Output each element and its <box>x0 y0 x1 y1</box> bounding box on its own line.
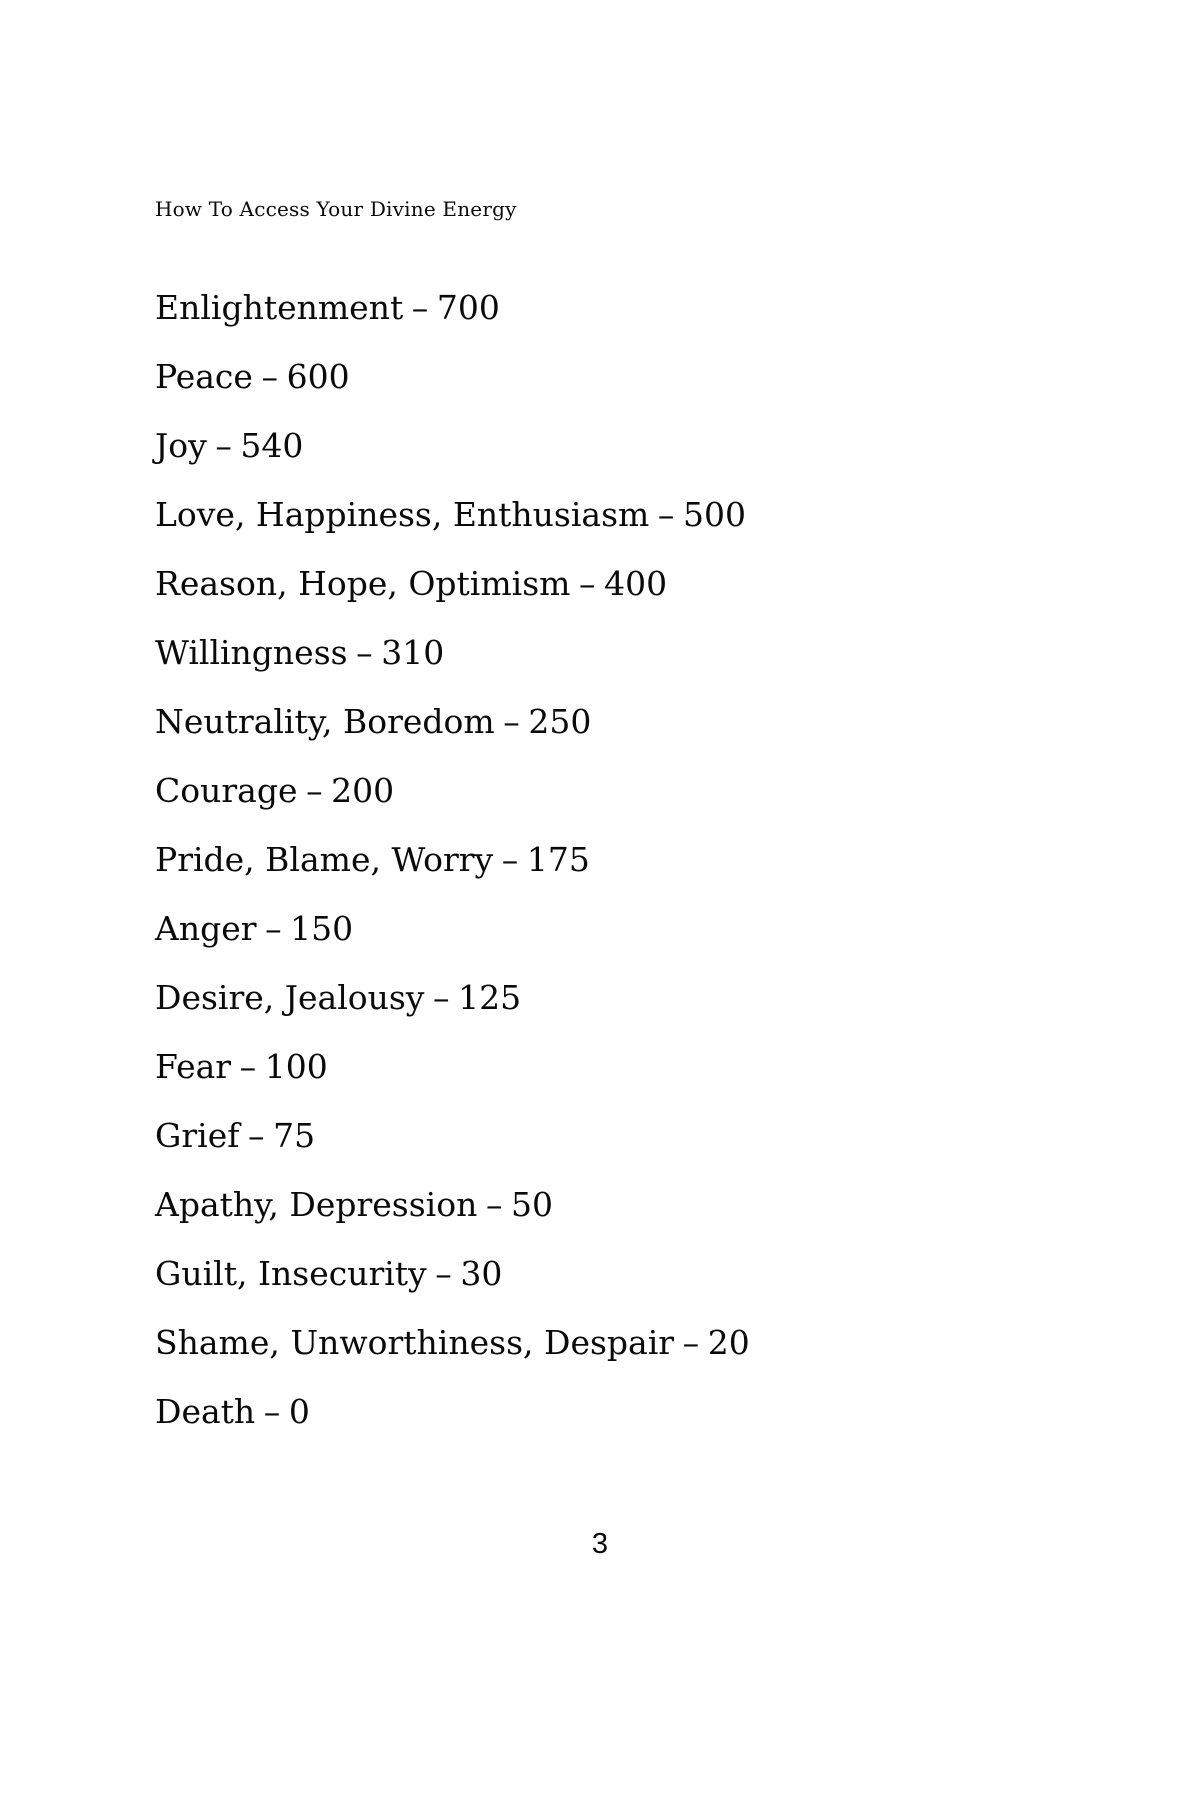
item-value: 150 <box>290 909 354 948</box>
list-item <box>155 633 750 673</box>
item-value: 600 <box>286 357 350 396</box>
item-value: 0 <box>288 1392 310 1431</box>
item-separator: – <box>657 495 675 534</box>
item-label: Desire, Jealousy <box>155 978 425 1017</box>
item-separator: – <box>579 564 596 603</box>
item-label: Joy <box>155 426 207 465</box>
item-value: 100 <box>264 1047 328 1086</box>
list-item <box>155 357 750 397</box>
item-label: Fear <box>155 1047 232 1086</box>
list-item <box>155 1116 750 1156</box>
item-separator: – <box>503 702 520 741</box>
item-separator: – <box>265 909 282 948</box>
item-label: Apathy, Depression <box>155 1185 478 1224</box>
list-item <box>155 426 750 466</box>
list-item <box>155 771 750 811</box>
item-value: 310 <box>381 633 445 672</box>
item-separator: – <box>306 771 323 810</box>
item-value: 250 <box>528 702 592 741</box>
item-label: Pride, Blame, Worry <box>155 840 494 879</box>
item-label: Love, Happiness, Enthusiasm <box>155 495 650 534</box>
item-label: Willingness <box>155 633 348 672</box>
item-label: Enlightenment <box>155 288 404 327</box>
item-value: 125 <box>458 978 522 1017</box>
item-separator: – <box>435 1254 452 1293</box>
item-separator: – <box>411 288 429 327</box>
list-item <box>155 909 750 949</box>
item-separator: – <box>248 1116 265 1155</box>
item-separator: – <box>682 1323 700 1362</box>
list-item <box>155 1047 750 1087</box>
item-label: Guilt, Insecurity <box>155 1254 427 1293</box>
item-separator: – <box>433 978 450 1017</box>
item-separator: – <box>263 1392 281 1431</box>
list-item <box>155 978 750 1018</box>
item-value: 30 <box>460 1254 503 1293</box>
item-value: 75 <box>273 1116 316 1155</box>
item-value: 500 <box>682 495 746 534</box>
item-separator: – <box>215 426 232 465</box>
list-item <box>155 1392 750 1432</box>
item-separator: – <box>239 1047 257 1086</box>
running-header: How To Access Your Divine Energy <box>155 197 517 221</box>
list-item <box>155 840 750 880</box>
item-label: Reason, Hope, Optimism <box>155 564 571 603</box>
page-number: 3 <box>591 1528 609 1560</box>
list-item <box>155 702 750 742</box>
item-label: Shame, Unworthiness, Despair <box>155 1323 675 1362</box>
item-label: Grief <box>155 1116 240 1155</box>
item-value: 540 <box>240 426 304 465</box>
item-label: Peace <box>155 357 253 396</box>
list-item <box>155 288 750 328</box>
item-value: 200 <box>331 771 395 810</box>
item-value: 20 <box>707 1323 750 1362</box>
emotion-list <box>155 288 750 1432</box>
item-label: Anger <box>155 909 257 948</box>
list-item <box>155 495 750 535</box>
list-item <box>155 1323 750 1363</box>
item-separator: – <box>501 840 519 879</box>
item-separator: – <box>261 357 279 396</box>
item-label: Courage <box>155 771 298 810</box>
item-value: 700 <box>436 288 500 327</box>
list-item <box>155 564 750 604</box>
list-item <box>155 1254 750 1294</box>
item-separator: – <box>356 633 373 672</box>
item-label: Death <box>155 1392 256 1431</box>
item-value: 50 <box>511 1185 554 1224</box>
item-label: Neutrality, Boredom <box>155 702 495 741</box>
item-separator: – <box>485 1185 503 1224</box>
item-value: 400 <box>604 564 668 603</box>
list-item <box>155 1185 750 1225</box>
item-value: 175 <box>526 840 590 879</box>
